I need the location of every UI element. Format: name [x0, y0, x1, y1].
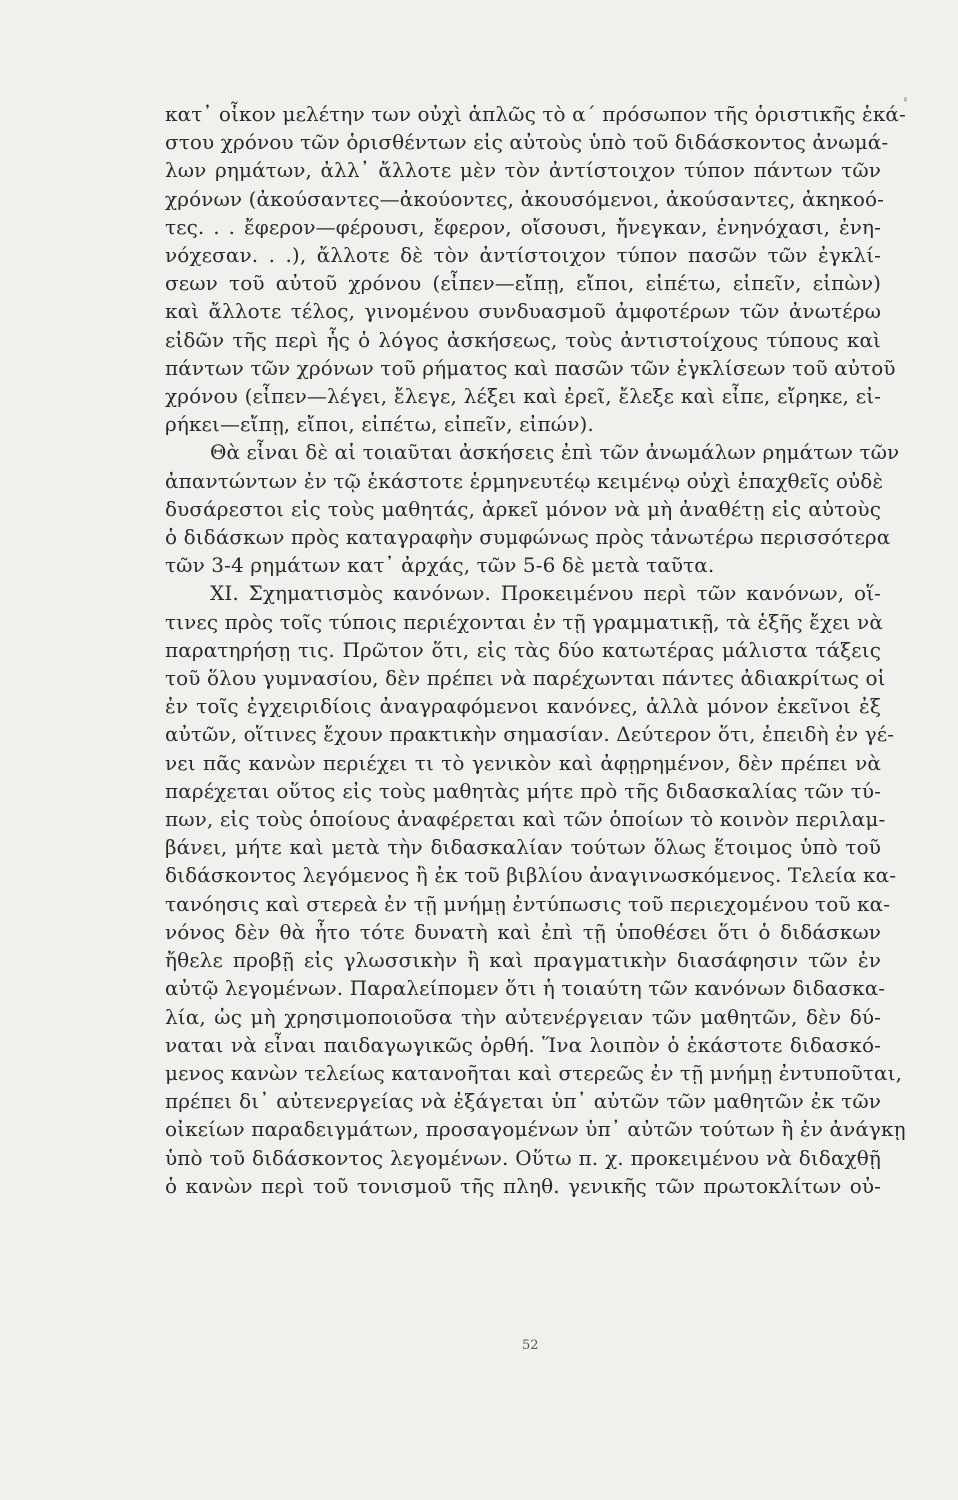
text-line: τανόησις καὶ στερεὰ ἐν τῇ μνήμῃ ἐντύπωσις τοῦ περιεχομένου τοῦ κα-	[165, 891, 891, 916]
text-line: νόνος δὲν θὰ ἦτο τότε δυνατὴ καὶ ἐπὶ τῇ ὑποθέσει ὅτι ὁ διδάσκων	[165, 919, 881, 944]
text-line: νόχεσαν. . .), ἄλλοτε δὲ τὸν ἀντίστοιχον τύπον πασῶν τῶν ἐγκλί-	[165, 243, 881, 268]
text-line: λία, ὡς μὴ χρησιμοποιοῦσα τὴν αὐτενέργειαν τῶν μαθητῶν, δὲν δύ-	[165, 1004, 881, 1029]
text-line: βάνει, μήτε καὶ μετὰ τὴν διδασκαλίαν τούτων ὅλως ἕτοιμος ὑπὸ τοῦ	[165, 835, 881, 860]
text-line: νει πᾶς κανὼν περιέχει τι τὸ γενικὸν καὶ ἀφῃρημένον, δὲν πρέπει νὰ	[165, 750, 881, 775]
text-line: ναται νὰ εἶναι παιδαγωγικῶς ὀρθή. Ἵνα λοιπὸν ὁ ἑκάστοτε διδασκό-	[165, 1032, 881, 1057]
text-line: οἰκείων παραδειγμάτων, προσαγομένων ὑπ᾽ αὐτῶν τούτων ἢ ἐν ἀνάγκῃ	[165, 1117, 906, 1142]
text-line: ὑπὸ τοῦ διδάσκοντος λεγομένων. Οὕτω π. χ. προκειμένου νὰ διδαχθῇ	[165, 1145, 881, 1170]
text-line: σεων τοῦ αὐτοῦ χρόνου (εἶπεν—εἴπῃ, εἴποι, εἰπέτω, εἰπεῖν, εἰπὼν)	[165, 271, 881, 296]
text-line: αὐτῷ λεγομένων. Παραλείπομεν ὅτι ἡ τοιαύτη τῶν κανόνων διδασκα-	[165, 976, 886, 1001]
text-line: ὁ κανὼν περὶ τοῦ τονισμοῦ τῆς πληθ. γενικῆς τῶν πρωτοκλίτων οὐ-	[165, 1173, 881, 1198]
page-number: 52	[522, 1338, 539, 1353]
text-line: τινες πρὸς τοῖς τύποις περιέχονται ἐν τῇ γραμματικῇ, τὰ ἑξῆς ἔχει νὰ	[165, 609, 883, 634]
text-line: ὁ διδάσκων πρὸς καταγραφὴν συμφώνως πρὸς τἀνωτέρω περισσότερα	[165, 525, 891, 550]
text-line: ρήκει—εἴπῃ, εἴποι, εἰπέτω, εἰπεῖν, εἰπών).	[165, 412, 594, 437]
text-line: παρέχεται οὕτος εἰς τοὺς μαθητὰς μήτε πρὸ τῆς διδασκαλίας τῶν τύ-	[165, 778, 881, 803]
text-line: στου χρόνου τῶν ὁρισθέντων εἰς αὐτοὺς ὑπὸ τοῦ διδάσκοντος ἀνωμά-	[165, 130, 889, 155]
text-line: πων, εἰς τοὺς ὁποίους ἀναφέρεται καὶ τῶν ὁποίων τὸ κοινὸν περιλαμ-	[165, 807, 886, 832]
text-line: ἀπαντώντων ἐν τῷ ἑκάστοτε ἑρμηνευτέῳ κειμένῳ οὐχὶ ἐπαχθεῖς οὐδὲ	[165, 468, 884, 493]
text-line: διδάσκοντος λεγόμενος ἢ ἐκ τοῦ βιβλίου ἀναγινωσκόμενος. Τελεία κα-	[165, 863, 897, 888]
text-line: ἐν τοῖς ἐγχειριδίοις ἀναγραφόμενοι κανόνες, ἀλλὰ μόνον ἐκεῖνοι ἐξ	[165, 694, 881, 719]
text-line: τοῦ ὅλου γυμνασίου, δὲν πρέπει νὰ παρέχωνται πάντες ἀδιακρίτως οἱ	[165, 666, 886, 691]
text-line: κατ᾽ οἶκον μελέτην των οὐχὶ ἁπλῶς τὸ α´ πρόσωπον τῆς ὁριστικῆς ἑκά-	[165, 102, 906, 126]
text-line: τες. . . ἔφερον—φέρουσι, ἔφερον, οἴσουσι, ἤνεγκαν, ἐνηνόχασι, ἐνη-	[165, 214, 881, 239]
text-line: τῶν 3-4 ρημάτων κατ᾽ ἀρχάς, τῶν 5-6 δὲ μετὰ ταῦτα.	[165, 553, 715, 578]
text-line: δυσάρεστοι εἰς τοὺς μαθητάς, ἀρκεῖ μόνον νὰ μὴ ἀναθέτῃ εἰς αὐτοὺς	[165, 496, 881, 521]
text-line: πρέπει δι᾽ αὐτενεργείας νὰ ἐξάγεται ὑπ᾽ αὐτῶν τῶν μαθητῶν ἐκ τῶν	[165, 1089, 881, 1114]
text-line: χρόνου (εἶπεν—λέγει, ἔλεγε, λέξει καὶ ἐρεῖ, ἔλεξε καὶ εἶπε, εἴρηκε, εἰ-	[165, 384, 881, 409]
text-line: χρόνων (ἀκούσαντες—ἀκούοντες, ἀκουσόμενοι, ἀκούσαντες, ἀκηκοό-	[165, 186, 885, 211]
paragraph-start-line: Θὰ εἶναι δὲ αἱ τοιαῦται ἀσκήσεις ἐπὶ τῶν ἀνωμάλων ρημάτων τῶν	[210, 440, 900, 465]
body-text	[165, 100, 906, 1200]
text-line: καὶ ἄλλοτε τέλος, γινομένου συνδυασμοῦ ἀμφοτέρων τῶν ἀνωτέρω	[165, 299, 881, 324]
section-heading-line: XI. Σχηματισμὸς κανόνων. Προκειμένου περὶ τῶν κανόνων, οἵ-	[210, 581, 881, 606]
text-line: μενος κανὼν τελείως κατανοῆται καὶ στερεῶς ἐν τῇ μνήμῃ ἐντυποῦται,	[165, 1060, 903, 1085]
text-line: εἰδῶν τῆς περὶ ἧς ὁ λόγος ἀσκήσεως, τοὺς ἀντιστοίχους τύπους καὶ	[165, 327, 881, 352]
text-line: παρατηρήσῃ τις. Πρῶτον ὅτι, εἰς τὰς δύο κατωτέρας μάλιστα τάξεις	[165, 637, 881, 662]
text-line: πάντων τῶν χρόνων τοῦ ρήματος καὶ πασῶν τῶν ἐγκλίσεων τοῦ αὐτοῦ	[165, 355, 896, 380]
text-line: λων ρημάτων, ἀλλ᾽ ἄλλοτε μὲν τὸν ἀντίστοιχον τύπον πάντων τῶν	[165, 158, 881, 183]
text-line: ἤθελε προβῇ εἰς γλωσσικὴν ἢ καὶ πραγματικὴν διασάφησιν τῶν ἐν	[165, 948, 881, 973]
text-line: αὐτῶν, οἵτινες ἔχουν πρακτικὴν σημασίαν. Δεύτερον ὅτι, ἐπειδὴ ἐν γέ-	[165, 722, 895, 747]
